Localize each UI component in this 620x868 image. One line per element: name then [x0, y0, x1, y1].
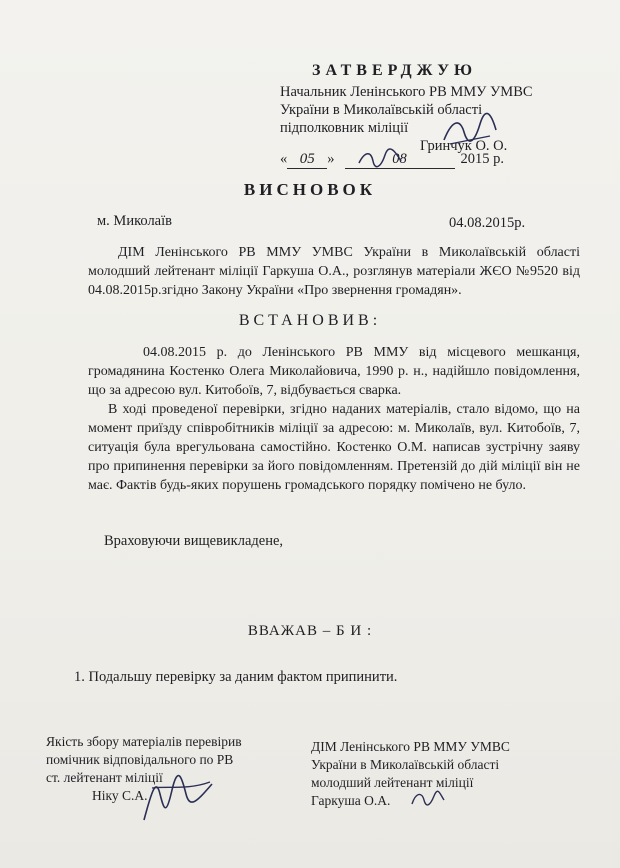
right-handwritten-signature	[408, 788, 448, 810]
approval-signature-scrawl	[440, 110, 500, 150]
paragraph-1: 04.08.2015 р. до Ленінського РВ ММУ від місцевого мешканця, громадянина Костенко Олега Миколайовича, 1990 р. н., надійшло повідомлення, що за адресою вул. Китобоїв, 7, відбувається сварка.	[88, 345, 580, 398]
established-heading: ВСТАНОВИВ:	[238, 312, 382, 329]
approval-line-3: підполковник міліції	[280, 120, 409, 136]
approval-year: 2015 р.	[460, 151, 504, 167]
approval-signer: Гринчук О. О.	[420, 138, 508, 154]
date-open-quote: «	[280, 151, 288, 167]
sig-left-line-2: помічник відповідального по РВ	[46, 752, 234, 767]
approval-title: ЗАТВЕРДЖУЮ	[312, 62, 478, 79]
approval-line-2: України в Миколаївській області	[280, 102, 483, 118]
left-handwritten-signature	[138, 760, 218, 830]
sig-right-line-2: України в Миколаївській області	[311, 757, 500, 772]
document-date: 04.08.2015р.	[449, 215, 526, 231]
sig-left-line-1: Якість збору матеріалів перевірив	[46, 734, 242, 749]
intro-paragraph: ДІМ Ленінського РВ ММУ УМВС України в Миколаївській області молодший лейтенант міліції Гаркуша О.А., розглянув матеріали ЖЄО №9520 від 04.08.2015р.згідно Закону України «Про звернення громадян».	[88, 245, 580, 298]
sig-left-line-3: ст. лейтенант міліції	[46, 770, 163, 785]
month-handwriting-scrawl	[355, 147, 405, 169]
considering-line: Враховуючи вищевикладене,	[104, 533, 284, 549]
sig-right-line-1: ДІМ Ленінського РВ ММУ УМВС	[311, 739, 510, 754]
approval-day: 05	[287, 151, 327, 169]
city: м. Миколаїв	[97, 213, 172, 229]
decision-item-1: 1. Подальшу перевірку за даним фактом припинити.	[74, 669, 398, 685]
sig-right-line-4: Гаркуша О.А.	[311, 793, 391, 808]
date-close-quote: »	[327, 151, 335, 167]
considered-heading: ВВАЖАВ – Б И :	[247, 623, 373, 639]
sig-right-line-3: молодший лейтенант міліції	[311, 775, 474, 790]
document-title: ВИСНОВОК	[243, 180, 377, 199]
sig-left-line-4: Ніку С.А.	[92, 788, 148, 803]
approval-line-1: Начальник Ленінського РВ ММУ УМВС	[280, 84, 533, 100]
paragraph-2: В ході проведеної перевірки, згідно наданих матеріалів, стало відомо, що на момент приїзду співробітників міліції за адресою: м. Миколаїв, вул. Китобоїв, 7, ситуація була врегульована самостійно. Костенко О.М. написав зустрічну заяву про припинення перевірки за його повідомленням. Претензій до дій міліції він не має. Фактів будь-яких порушень громадського порядку помічено не було.	[88, 402, 580, 493]
approval-month: 08	[345, 151, 455, 169]
